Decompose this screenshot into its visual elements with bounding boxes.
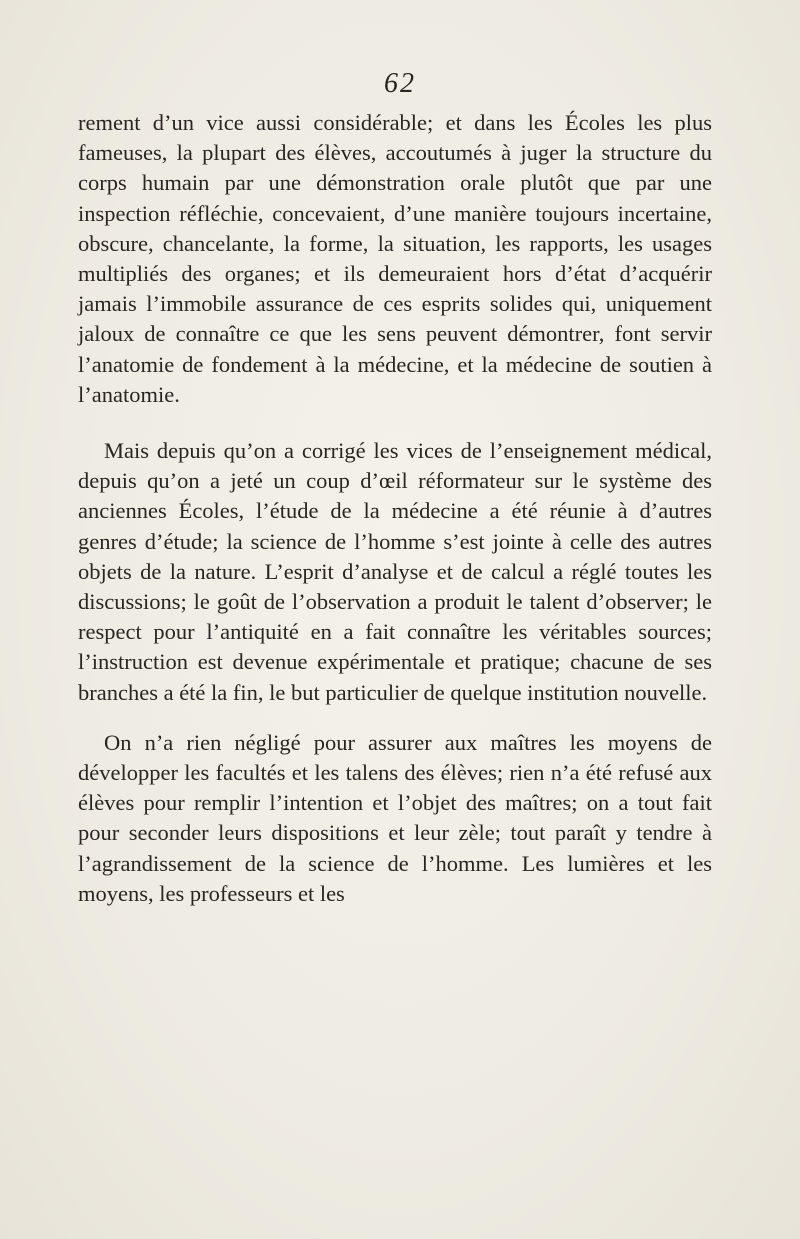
body-text (78, 108, 712, 909)
page-number: 62 (384, 68, 416, 99)
paragraph-continuation: rement d’un vice aussi considérable; et dans les Écoles les plus fameuses, la plupart des élèves, accoutumés à juger la structure du corps humain par une démonstration orale plutôt que par une inspection réfléchie, concevaient, d’une manière toujours incertaine, obscure, chancelante, la forme, la situation, les rapports, les usages multipliés des organes; et ils demeuraient hors d’état d’acquérir jamais l’immobile assurance de ces esprits solides qui, uniquement jaloux de connaître ce que les sens peuvent démontrer, font servir l’anatomie de fondement à la médecine, et la médecine de soutien à l’anatomie. (78, 110, 712, 407)
paragraph-reform: Mais depuis qu’on a corrigé les vices de l’enseignement médical, depuis qu’on a jeté un coup d’œil réformateur sur le système des anciennes Écoles, l’étude de la médecine a été réunie à d’autres genres d’étude; la science de l’homme s’est jointe à celle des autres objets de la nature. L’esprit d’analyse et de calcul a réglé toutes les discussions; le goût de l’observation a produit le talent d’observer; le respect pour l’antiquité en a fait connaître les véritables sources; l’instruction est devenue expérimentale et pratique; chacune de ses branches a été la fin, le but particulier de quelque institution nouvelle. (78, 438, 712, 705)
paragraph-means: On n’a rien négligé pour assurer aux maîtres les moyens de développer les facultés et les talens des élèves; rien n’a été refusé aux élèves pour remplir l’intention et l’objet des maîtres; on a tout fait pour seconder leurs dispositions et leur zèle; tout paraît y tendre à l’agrandissement de la science de l’homme. Les lumières et les moyens, les professeurs et les (78, 729, 712, 906)
